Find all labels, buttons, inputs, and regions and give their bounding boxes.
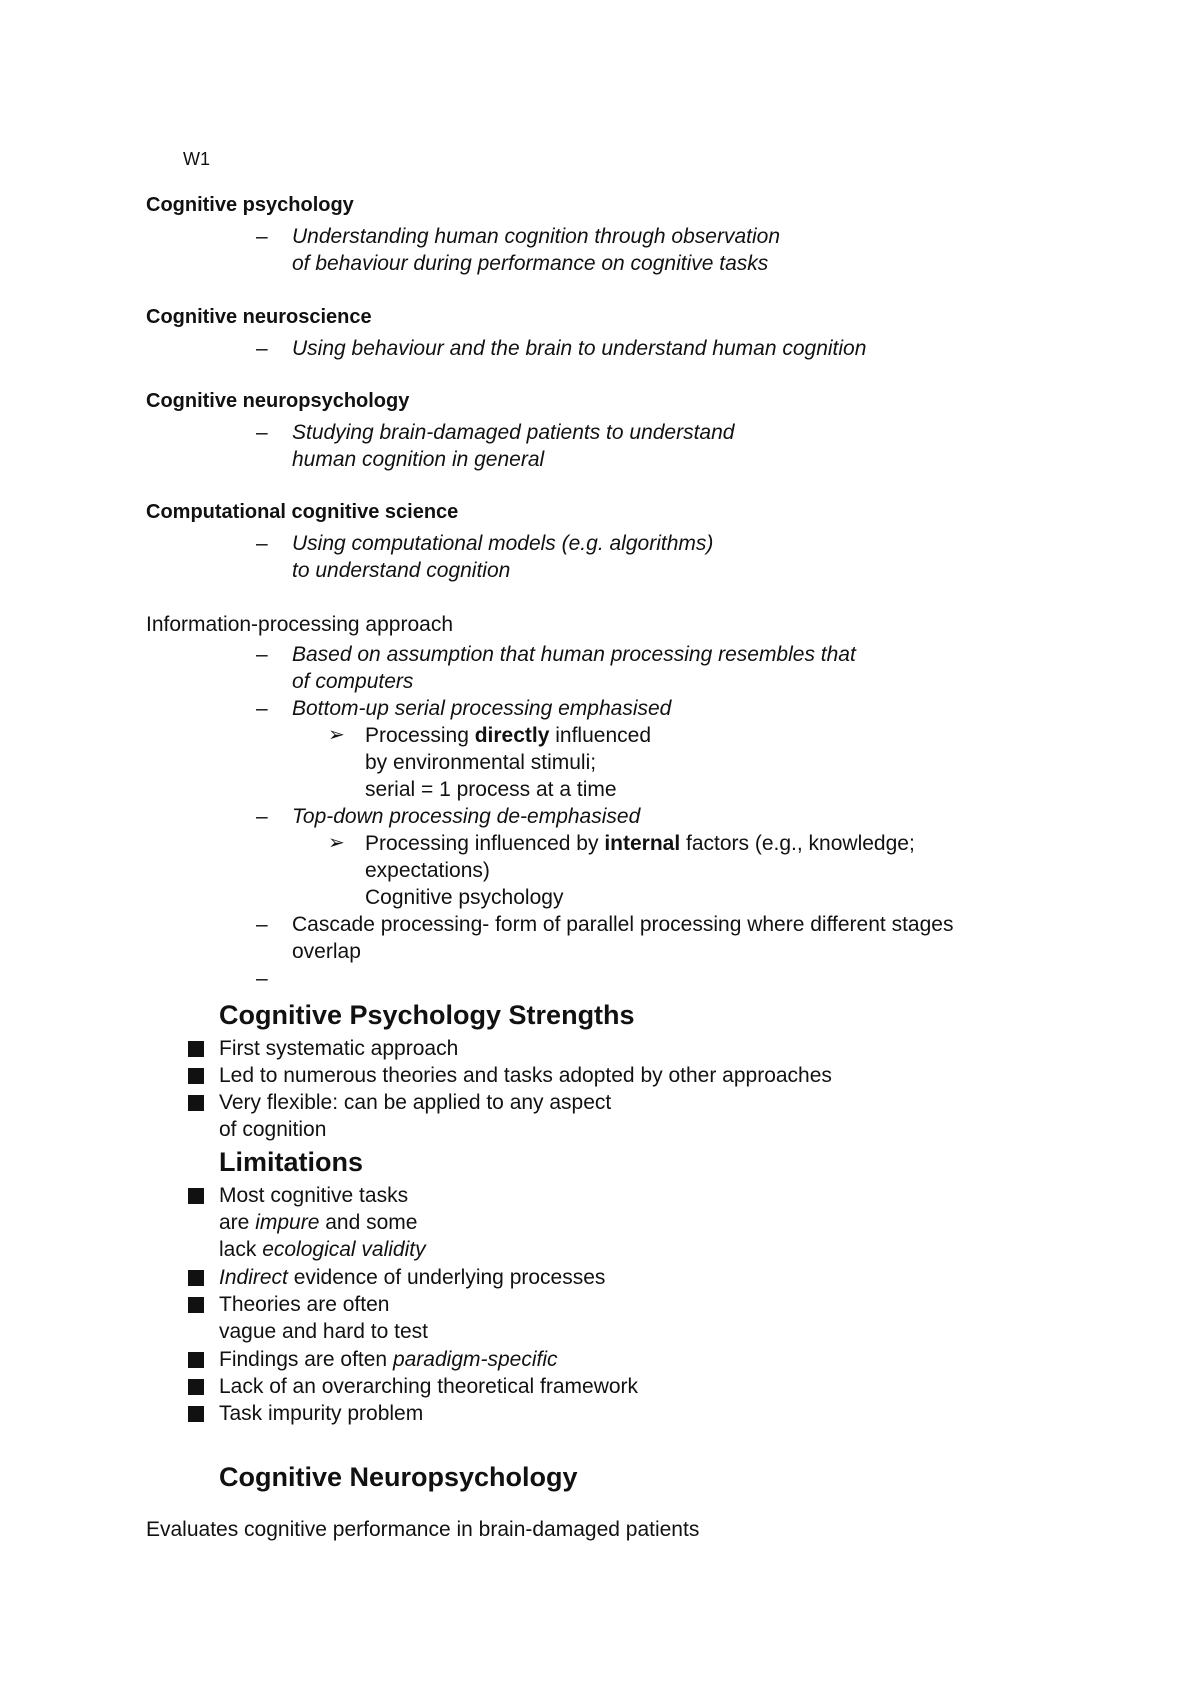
comp-cog-sci-item-line1: Using computational models (e.g. algorithms) [292,532,714,555]
square-bullet-icon [188,1068,204,1084]
sub2-text-bold: directly [474,724,550,747]
section-title-information-processing: Information-processing approach [146,613,454,636]
section-title-cognitive-neuropsychology: Cognitive neuropsychology [146,390,410,412]
cog-psych-item-line1: Understanding human cognition through observation [292,225,780,248]
limitation-1-line2 [219,1209,417,1236]
l2-ital: Indirect [219,1266,288,1289]
info-proc-item4-line2: overlap [292,940,361,963]
comp-cog-sci-item-line2: to understand cognition [292,559,511,582]
dash-bullet: – [256,643,268,666]
section-title-computational-cognitive-science: Computational cognitive science [146,501,459,523]
strength-3-line2: of cognition [219,1118,327,1141]
limitation-3-line2: vague and hard to test [219,1320,428,1343]
limitation-3-line1: Theories are often [219,1293,390,1316]
l1-line3-pre: lack [219,1238,263,1261]
limitation-1-line3 [219,1236,426,1263]
l2-post: evidence of underlying processes [287,1266,606,1289]
square-bullet-icon [188,1188,204,1204]
l1-line2-post: and some [319,1211,418,1234]
info-proc-item1-line1: Based on assumption that human processing resembles that [292,643,856,666]
square-bullet-icon [188,1095,204,1111]
cog-neuropsych-item-line1: Studying brain-damaged patients to understand [292,421,735,444]
info-proc-sub2-line2: by environmental stimuli; [365,751,597,774]
sub2-text-pre: Processing [365,724,475,747]
square-bullet-icon [188,1379,204,1395]
limitation-2 [219,1264,605,1291]
limitation-5: Lack of an overarching theoretical framework [219,1375,639,1398]
info-proc-sub2-line3: serial = 1 process at a time [365,778,617,801]
dash-bullet-empty: – [256,967,268,990]
heading-cognitive-neuropsychology: Cognitive Neuropsychology [219,1462,578,1492]
info-proc-item3: Top-down processing de-emphasised [292,805,641,828]
strength-2: Led to numerous theories and tasks adopted by other approaches [219,1064,832,1087]
info-proc-item1-line2: of computers [292,670,414,693]
dash-bullet: – [256,421,268,444]
dash-bullet: – [256,337,268,360]
heading-strengths: Cognitive Psychology Strengths [219,1000,635,1030]
sub3-text-pre: Processing influenced by [365,832,605,855]
strength-1: First systematic approach [219,1037,459,1060]
l1-line2-ital: impure [255,1211,320,1234]
strength-3-line1: Very flexible: can be applied to any aspect [219,1091,612,1114]
sub3-text-bold: internal [604,832,681,855]
limitation-4 [219,1346,558,1373]
dash-bullet: – [256,913,268,936]
dash-bullet: – [256,697,268,720]
cog-psych-item-line2: of behaviour during performance on cognitive tasks [292,252,769,275]
dash-bullet: – [256,805,268,828]
square-bullet-icon [188,1352,204,1368]
cog-neuropsych-item-line2: human cognition in general [292,448,545,471]
l4-ital: paradigm-specific [392,1348,558,1371]
info-proc-sub3-line1 [365,830,915,857]
info-proc-sub3-line3: Cognitive psychology [365,886,564,909]
dash-bullet: – [256,225,268,248]
info-proc-item2: Bottom-up serial processing emphasised [292,697,672,720]
square-bullet-icon [188,1270,204,1286]
section-title-cognitive-psychology: Cognitive psychology [146,194,354,216]
heading-limitations: Limitations [219,1147,364,1177]
info-proc-item4-line1: Cascade processing- form of parallel processing where different stages [292,913,954,936]
arrow-bullet-icon: ➢ [328,724,345,746]
sub3-text-post: factors (e.g., knowledge; [680,832,915,855]
l1-line2-pre: are [219,1211,256,1234]
arrow-bullet-icon: ➢ [328,832,345,854]
sub2-text-post: influenced [549,724,651,747]
cog-neurosci-item: Using behaviour and the brain to understand human cognition [292,337,867,360]
section-title-cognitive-neuroscience: Cognitive neuroscience [146,306,372,328]
page-label: W1 [183,149,210,169]
limitation-1-line1: Most cognitive tasks [219,1184,409,1207]
neuropsych-description: Evaluates cognitive performance in brain-damaged patients [146,1518,700,1541]
square-bullet-icon [188,1297,204,1313]
info-proc-sub3-line2: expectations) [365,859,490,882]
info-proc-sub2-line1 [365,722,651,749]
square-bullet-icon [188,1406,204,1422]
square-bullet-icon [188,1041,204,1057]
limitation-6: Task impurity problem [219,1402,424,1425]
dash-bullet: – [256,532,268,555]
l4-pre: Findings are often [219,1348,393,1371]
l1-line3-ital: ecological validity [262,1238,426,1261]
